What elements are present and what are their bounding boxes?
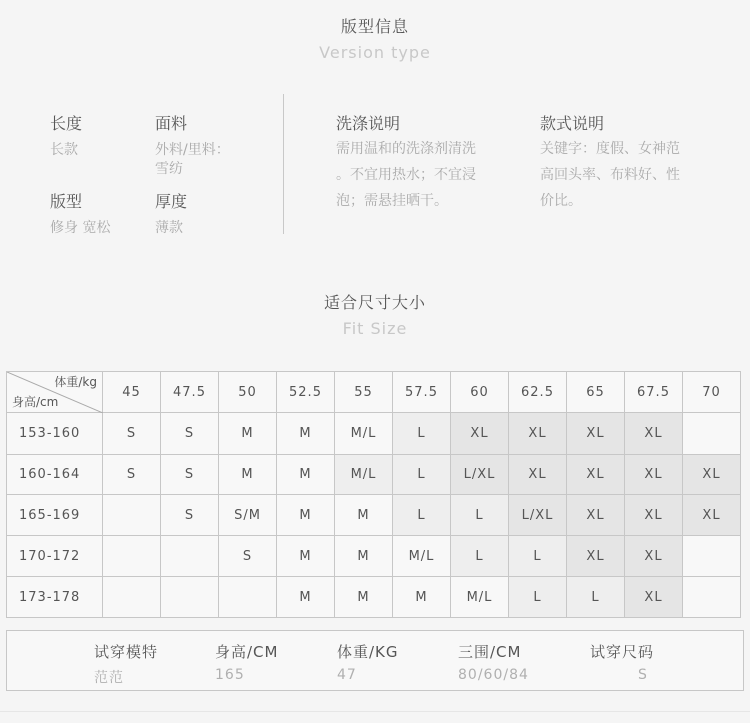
size-cell: M/L [335, 455, 393, 495]
style-line: 高回头率、布料好、性 [540, 167, 680, 183]
style-text [540, 136, 720, 214]
size-cell: M [277, 536, 335, 577]
model-size-label: 试穿尺码 [590, 643, 655, 661]
size-table [6, 371, 741, 618]
weight-header-cell: 55 [335, 372, 393, 413]
weight-header-cell: 57.5 [393, 372, 451, 413]
model-height-label: 身高/CM [215, 643, 279, 661]
style-label: 款式说明 [540, 114, 605, 133]
fit-size-title-en: Fit Size [342, 319, 408, 338]
size-cell: L [451, 536, 509, 577]
size-cell: L [451, 495, 509, 536]
size-cell: XL [683, 495, 741, 536]
size-cell: S [161, 495, 219, 536]
weight-header-cell: 67.5 [625, 372, 683, 413]
size-cell: XL [567, 455, 625, 495]
size-cell: S [103, 413, 161, 455]
size-cell: L [393, 495, 451, 536]
size-cell: XL [567, 413, 625, 455]
size-cell: S [161, 413, 219, 455]
height-range-cell: 170-172 [7, 536, 103, 577]
size-cell: L [509, 536, 567, 577]
model-size-value: S [638, 667, 648, 683]
size-cell: L [509, 577, 567, 618]
weight-header-cell: 52.5 [277, 372, 335, 413]
style-line: 关键字：度假、女神范 [540, 141, 680, 157]
height-range-cell: 173-178 [7, 577, 103, 618]
model-name: 范范 [94, 670, 124, 686]
info-divider [283, 94, 284, 234]
size-cell: S/M [219, 495, 277, 536]
size-cell: M [277, 577, 335, 618]
weight-header-cell: 45 [103, 372, 161, 413]
size-cell: L/XL [451, 455, 509, 495]
size-cell: XL [451, 413, 509, 455]
length-value: 长款 [50, 142, 78, 158]
size-cell: M [277, 413, 335, 455]
size-cell [161, 577, 219, 618]
size-cell: XL [625, 413, 683, 455]
size-cell: M/L [393, 536, 451, 577]
weight-header-cell: 60 [451, 372, 509, 413]
corner-cell [7, 372, 103, 413]
size-cell: L/XL [509, 495, 567, 536]
size-cell [161, 536, 219, 577]
size-cell: XL [567, 536, 625, 577]
size-cell: M [335, 536, 393, 577]
size-cell: XL [625, 495, 683, 536]
thickness-label: 厚度 [155, 192, 188, 211]
size-cell: M [219, 455, 277, 495]
model-info-box [6, 630, 744, 691]
wash-label: 洗涤说明 [336, 114, 401, 133]
wash-line: 。不宜用热水；不宜浸 [336, 167, 476, 183]
size-cell: M [219, 413, 277, 455]
size-cell: XL [567, 495, 625, 536]
size-cell: L [393, 455, 451, 495]
model-weight-value: 47 [337, 667, 357, 683]
table-header-row [7, 372, 741, 413]
version-title-en: Version type [319, 43, 431, 62]
weight-header-cell: 70 [683, 372, 741, 413]
size-cell: M [393, 577, 451, 618]
model-height-value: 165 [215, 667, 245, 683]
size-cell: XL [625, 577, 683, 618]
size-cell: M [277, 495, 335, 536]
model-measurements-label: 三围/CM [458, 643, 522, 661]
fit-value: 修身 宽松 [50, 220, 111, 236]
wash-line: 需用温和的洗涤剂清洗 [336, 141, 476, 157]
weight-axis-label: 体重/kg [54, 375, 97, 389]
model-measurements-value: 80/60/84 [458, 667, 529, 683]
height-range-cell: 153-160 [7, 413, 103, 455]
table-row [7, 495, 741, 536]
height-range-cell: 160-164 [7, 455, 103, 495]
table-row [7, 413, 741, 455]
weight-header-cell: 50 [219, 372, 277, 413]
size-cell: XL [509, 413, 567, 455]
size-cell: M/L [451, 577, 509, 618]
style-line: 价比。 [540, 193, 582, 209]
size-cell: M [335, 577, 393, 618]
model-label: 试穿模特 [94, 643, 159, 661]
wash-line: 泡；需悬挂晒干。 [336, 193, 448, 209]
size-cell: XL [509, 455, 567, 495]
table-row [7, 577, 741, 618]
version-title-cn: 版型信息 [340, 17, 409, 36]
size-cell [103, 495, 161, 536]
height-range-cell: 165-169 [7, 495, 103, 536]
fabric-value-line-2: 雪纺 [155, 161, 183, 177]
model-weight-label: 体重/KG [337, 643, 399, 661]
size-cell [683, 413, 741, 455]
table-row [7, 536, 741, 577]
size-cell: M [335, 495, 393, 536]
size-cell: S [161, 455, 219, 495]
size-cell: XL [683, 455, 741, 495]
size-cell [683, 536, 741, 577]
table-row [7, 455, 741, 495]
wash-text [336, 136, 506, 214]
fit-label: 版型 [50, 192, 83, 211]
size-cell [219, 577, 277, 618]
size-cell: M/L [335, 413, 393, 455]
bottom-divider [0, 711, 750, 712]
size-cell: XL [625, 455, 683, 495]
fabric-value-line-1: 外料/里料： [155, 142, 230, 158]
length-label: 长度 [50, 114, 83, 133]
weight-header-cell: 47.5 [161, 372, 219, 413]
size-cell: S [219, 536, 277, 577]
size-cell [683, 577, 741, 618]
fit-size-title-cn: 适合尺寸大小 [323, 293, 426, 312]
size-cell: S [103, 455, 161, 495]
weight-header-cell: 65 [567, 372, 625, 413]
size-cell: L [567, 577, 625, 618]
size-cell [103, 536, 161, 577]
height-axis-label: 身高/cm [12, 395, 59, 409]
fabric-label: 面料 [155, 114, 188, 133]
thickness-value: 薄款 [155, 220, 183, 236]
size-cell: XL [625, 536, 683, 577]
weight-header-cell: 62.5 [509, 372, 567, 413]
size-cell: M [277, 455, 335, 495]
size-cell [103, 577, 161, 618]
size-cell: L [393, 413, 451, 455]
